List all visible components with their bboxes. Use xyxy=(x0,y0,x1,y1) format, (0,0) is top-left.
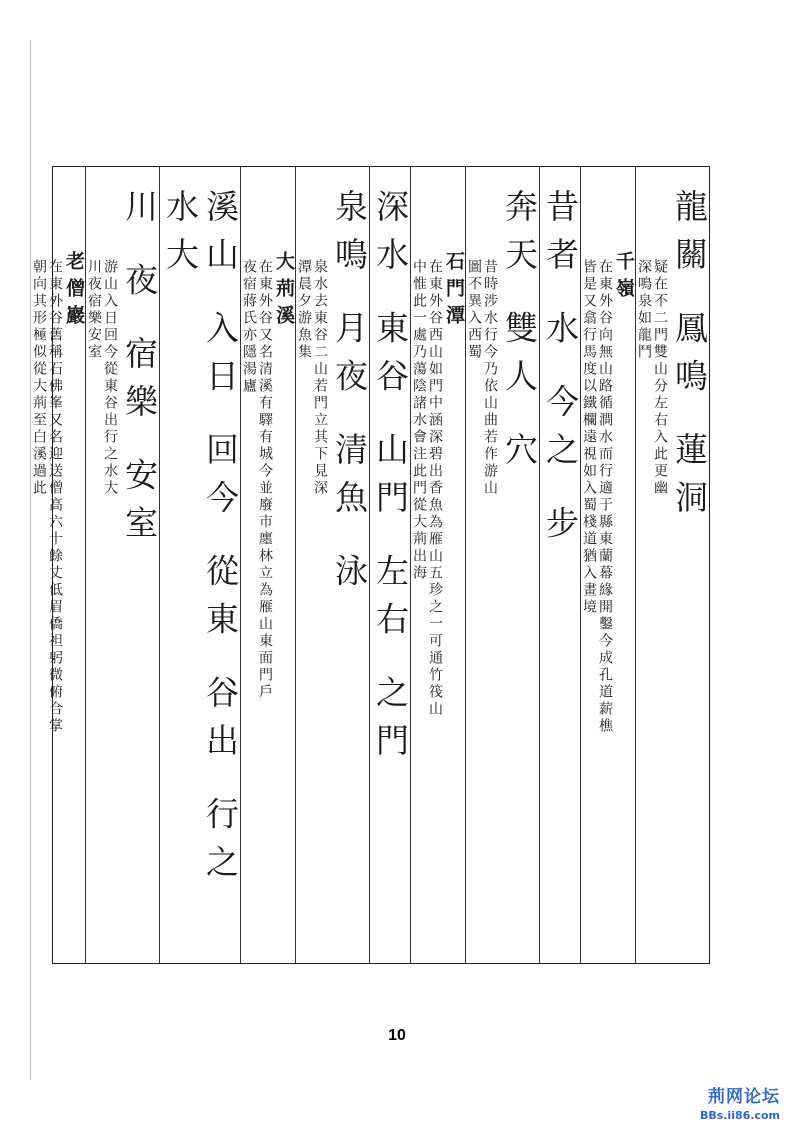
annotation-line: 疑在不二門雙山分左右入此更幽 xyxy=(652,259,668,497)
seal-script-line: 龍關 鳳鳴 蓮洞 xyxy=(670,189,709,528)
annotation-line: 皆是又翕行馬度以鐵欄遠視如入蜀棧道猶入畫境 xyxy=(581,259,597,616)
annotation-line: 昔時涉水行今乃依山曲若作游山 xyxy=(482,259,498,497)
annotation-group xyxy=(241,189,295,963)
annotation-line: 朝向其形極似從大荊至白溪過此 xyxy=(31,259,47,497)
seal-script-line: 昔者 水 今之 步 xyxy=(541,189,580,554)
place-heading: 老僧巖 xyxy=(63,251,85,332)
watermark-url: BBs.ii86.com xyxy=(699,1109,780,1122)
text-column xyxy=(635,167,709,963)
annotation-group xyxy=(466,189,497,963)
text-column xyxy=(295,167,369,963)
place-heading: 石門潭 xyxy=(443,251,465,332)
text-column xyxy=(85,167,159,963)
seal-script-line: 奔天 雙人 穴 xyxy=(500,189,539,480)
place-heading: 千嶺 xyxy=(613,251,635,305)
text-column xyxy=(580,167,635,963)
place-heading: 大荊溪 xyxy=(273,251,295,332)
annotation-line: 潭晨夕游魚集 xyxy=(296,259,312,361)
text-column xyxy=(410,167,465,963)
seal-script-line: 泉鳴 月夜 清魚 泳 xyxy=(330,189,369,602)
forum-watermark xyxy=(700,1082,780,1122)
calligraphy-frame xyxy=(31,166,710,964)
text-column xyxy=(31,167,85,963)
annotation-line: 在東外谷西山如門中涵深碧出香魚為雁山五珍之一可通竹筏山 xyxy=(427,259,443,718)
text-column xyxy=(240,167,295,963)
seal-script-line: 深水 東谷 山門 左右 之門 xyxy=(371,189,410,771)
watermark-title: 荊网论坛 xyxy=(708,1087,780,1107)
seal-script-line: 川 夜 宿樂 安室 xyxy=(120,189,159,554)
text-column xyxy=(369,167,410,963)
text-column xyxy=(465,167,539,963)
annotation-line: 中惟此一處乃蕩陰諸水會注此門從大荊出海 xyxy=(411,259,427,582)
text-column xyxy=(159,167,240,963)
annotation-line: 夜宿蔣氏亦隱湯廬 xyxy=(241,259,257,395)
annotation-line: 川夜宿樂安室 xyxy=(86,259,102,361)
annotation-line: 在東外谷向無山路循澗水而行適于縣東蘭幕緣開鑿今成孔道薪樵 xyxy=(597,259,613,735)
annotation-group xyxy=(31,189,85,963)
annotation-group xyxy=(296,189,327,963)
text-column xyxy=(539,167,580,963)
annotation-group xyxy=(581,189,635,963)
seal-script-line: 溪山 入日 回今 從東 谷出 行之 水大 xyxy=(161,189,240,893)
page-number: 10 xyxy=(388,1027,406,1044)
annotation-line: 在東外谷又名清溪有驛有城今並廢市廛林立為雁山東面門戶 xyxy=(257,259,273,701)
annotation-line: 泉水去東谷二山若門立其下見深 xyxy=(312,259,328,497)
annotation-group xyxy=(636,189,667,963)
annotation-line: 在東外谷舊稱石佛峯又名迎送僧高六十餘丈低眉僑袒躬微俯合掌 xyxy=(47,259,63,735)
annotation-line: 圖不異入西蜀 xyxy=(466,259,482,361)
annotation-group xyxy=(86,189,117,963)
annotation-line: 游山入日回今從東谷出行之水大 xyxy=(102,259,118,497)
annotation-group xyxy=(411,189,465,963)
annotation-line: 深鳴泉如龍鬥 xyxy=(636,259,652,361)
